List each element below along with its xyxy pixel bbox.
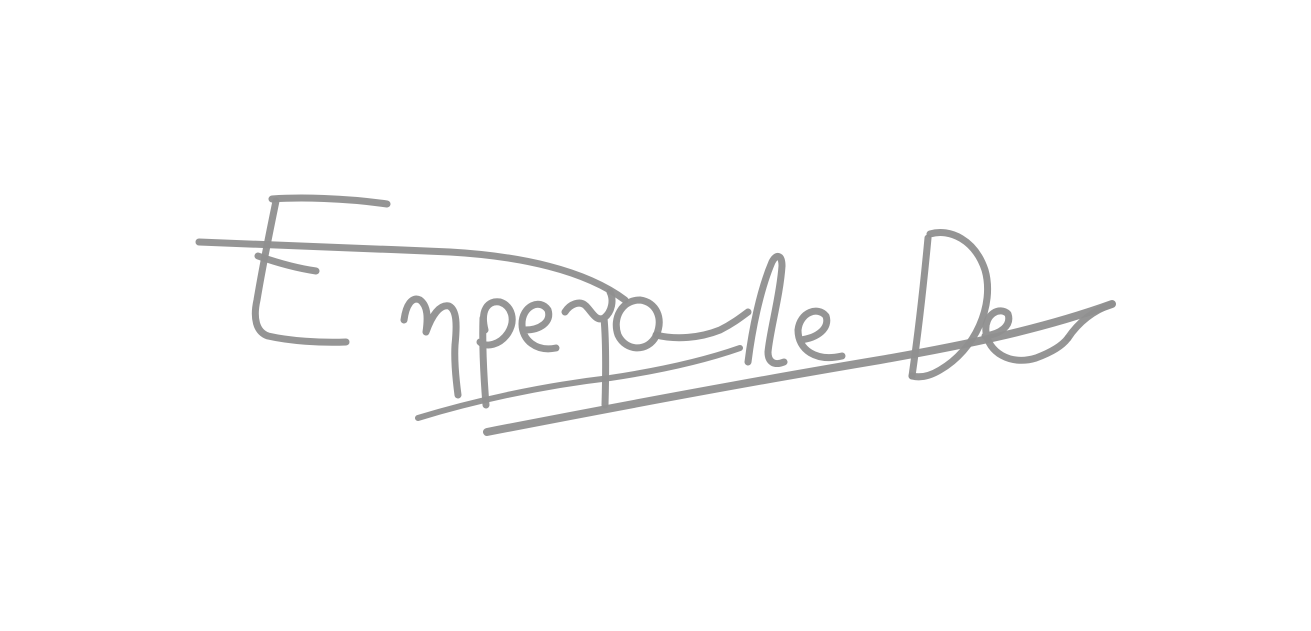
signature-stroke-p xyxy=(480,302,512,405)
signature-stroke-o xyxy=(616,300,659,348)
signature-stroke-a xyxy=(656,312,748,338)
signature-stroke-y xyxy=(565,292,612,405)
signature-stroke-e3 xyxy=(798,311,842,357)
signature-stroke-lower-sweep xyxy=(418,348,740,418)
signature-stroke-n xyxy=(404,299,458,395)
signature-stroke-l xyxy=(748,256,784,363)
signature-stroke-e2 xyxy=(522,304,556,348)
signature-stroke-e-top xyxy=(272,198,387,204)
